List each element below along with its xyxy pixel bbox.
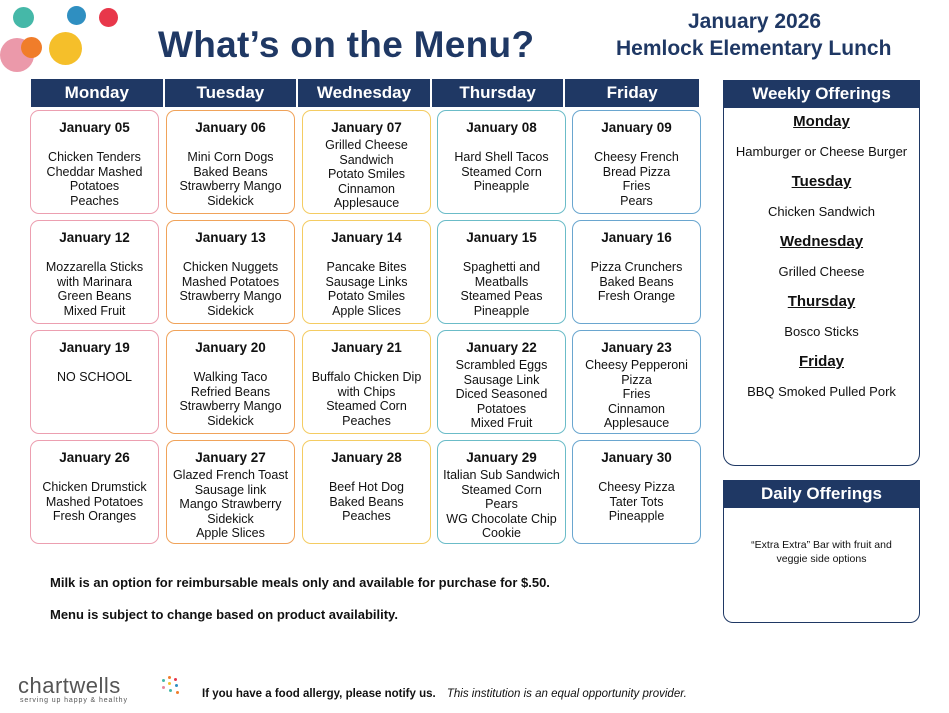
menu-day-date: January 13 [195,230,266,245]
menu-item: Mini Corn Dogs [187,150,274,164]
menu-item: Potato Smiles [327,289,406,303]
menu-item: Beef Hot Dog [328,480,405,494]
menu-day-date: January 06 [195,120,266,135]
menu-item: Buffalo Chicken Dip [311,370,422,384]
menu-item: Strawberry Mango [179,399,282,413]
menu-item: Cheesy Pepperoni [585,358,688,372]
weekly-offerings-title: Weekly Offerings [724,80,919,108]
menu-item: Steamed Corn [461,164,542,179]
menu-day-cell [572,440,701,544]
menu-day-items [461,260,543,318]
weekly-offering-day: Friday [798,353,844,370]
menu-day-cell [572,330,701,434]
menu-day-items [598,480,674,524]
menu-day-cell [437,440,566,544]
menu-item: Fries [622,387,651,401]
daily-offerings-title: Daily Offerings [724,480,919,508]
weekly-offering-item: Hamburger or Cheese Burger [735,144,908,159]
menu-day-date: January 29 [466,450,537,465]
menu-day-items [456,358,548,431]
menu-item: Meatballs [474,274,529,289]
weekly-offering-item: Bosco Sticks [784,324,859,339]
logo-dots-icon [159,676,181,698]
menu-day-cell [166,440,295,544]
menu-day-date: January 15 [466,230,537,245]
menu-item: Baked Beans [329,494,404,509]
decor-dot-teal [13,7,34,28]
weekly-offering-item: Chicken Sandwich [768,204,875,219]
decor-dot-red [99,8,118,27]
weekday-header-wednesday: Wednesday [298,79,432,107]
allergy-notice: If you have a food allergy, please notify us. [202,688,436,700]
menu-item: Peaches [342,509,391,523]
menu-item: Sidekick [207,303,254,318]
menu-day-items [173,468,288,541]
menu-item: Walking Taco [193,370,268,384]
menu-day-date: January 07 [331,120,402,135]
menu-item: Strawberry Mango [179,179,282,193]
menu-item: Potatoes [69,179,120,193]
menu-item: NO SCHOOL [56,370,132,384]
decor-dot-orange [21,37,42,58]
menu-day-cell [302,330,431,434]
menu-day-date: January 09 [601,120,672,135]
menu-item: Diced Seasoned [455,387,548,401]
menu-item: Cinnamon [338,181,395,196]
menu-item: Apple Slices [332,303,401,318]
daily-offerings-text: “Extra Extra” Bar with fruit and veggie side options [751,539,892,565]
menu-item: Mixed Fruit [63,303,126,318]
menu-item: Sausage Links [325,274,408,289]
menu-day-items [46,260,143,318]
menu-day-date: January 19 [59,340,130,355]
menu-item: Fresh Oranges [52,509,137,523]
menu-day-date: January 30 [601,450,672,465]
menu-day-items [325,260,407,318]
weekly-offerings-list [724,113,919,399]
menu-item: Pineapple [608,509,665,523]
decor-dot-yellow [49,32,82,65]
menu-item: Bread Pizza [602,164,671,179]
menu-day-items [594,150,679,208]
menu-item: Pineapple [473,179,530,193]
menu-item: Peaches [70,193,119,208]
menu-item: Hard Shell Tacos [454,150,549,164]
menu-item: Pizza Crunchers [590,260,683,274]
menu-item: Pizza [621,372,652,387]
weekday-header-monday: Monday [31,79,165,107]
menu-day-items [179,150,281,208]
page-title: What’s on the Menu? [158,24,535,65]
menu-item: Pears [485,497,518,511]
menu-day-date: January 21 [331,340,402,355]
menu-day-cell [166,330,295,434]
menu-day-cell [30,220,159,324]
menu-item: Cheesy Pizza [598,480,675,494]
menu-item: Chicken Drumstick [42,480,147,494]
menu-item: Refried Beans [190,384,271,399]
menu-day-cell [30,110,159,214]
menu-item: Pears [620,193,653,208]
menu-item: Mashed Potatoes [45,494,144,509]
menu-item: Applesauce [333,196,400,210]
menu-day-date: January 14 [331,230,402,245]
menu-day-items [57,370,132,385]
weekly-offering-day: Monday [793,113,850,130]
menu-day-date: January 27 [195,450,266,465]
menu-item: Mango Strawberry [179,497,282,511]
weekday-header-friday: Friday [565,79,699,107]
menu-day-cell [166,110,295,214]
menu-item: Pineapple [473,303,530,318]
menu-day-items [179,260,281,318]
milk-note: Milk is an option for reimbursable meals only and available for purchase for $.50. [50,575,550,590]
menu-item: Sidekick [207,511,254,526]
menu-day-items [325,138,408,211]
menu-item: Grilled Cheese [325,138,408,152]
menu-item: Potatoes [476,401,527,416]
menu-day-items [585,358,688,431]
menu-day-items [312,370,422,428]
decor-dot-blue [67,6,86,25]
menu-month: January 2026 [688,10,822,33]
menu-item: Mashed Potatoes [181,274,280,289]
menu-item: with Chips [337,384,396,399]
menu-item: Baked Beans [599,274,674,289]
chartwells-logo [18,674,183,708]
equal-opportunity-notice: This institution is an equal opportunity provider. [446,688,687,700]
menu-item: Chicken Tenders [48,150,141,164]
menu-day-items [47,150,143,208]
menu-item: Cinnamon [608,401,665,416]
daily-offerings-panel [723,480,920,623]
menu-item: Sidekick [207,413,254,428]
menu-item: Fries [622,179,651,193]
school-name: Hemlock Elementary Lunch [616,37,892,60]
menu-item: with Marinara [56,274,133,289]
menu-item: Strawberry Mango [179,289,282,303]
menu-day-cell [30,330,159,434]
menu-day-date: January 12 [59,230,130,245]
menu-item: Sidekick [207,193,254,208]
menu-day-items [443,468,560,541]
menu-day-cell [437,220,566,324]
menu-item: Cheddar Mashed [46,164,143,179]
menu-day-cell [166,220,295,324]
footer-line [202,688,687,700]
menu-item: Italian Sub Sandwich [443,468,560,482]
menu-day-cell [437,330,566,434]
menu-item: Peaches [342,413,391,428]
menu-item: Potato Smiles [327,167,406,181]
menu-item: Steamed Corn [326,399,407,413]
menu-item: Pancake Bites [326,260,407,274]
weekday-header-tuesday: Tuesday [165,79,299,107]
menu-day-items [454,150,548,194]
menu-day-cell [572,220,701,324]
weekly-offering-item: Grilled Cheese [778,264,865,279]
menu-day-cell [30,440,159,544]
menu-item: Baked Beans [193,164,268,179]
menu-item: Steamed Peas [460,289,543,303]
menu-item: Sausage link [194,482,267,497]
menu-item: WG Chocolate Chip [446,511,557,526]
menu-item: Spaghetti and [462,260,541,274]
menu-day-cell [302,440,431,544]
menu-day-date: January 22 [466,340,537,355]
menu-day-date: January 08 [466,120,537,135]
menu-item: Apple Slices [196,526,265,540]
menu-day-items [329,480,404,524]
menu-day-cell [437,110,566,214]
menu-item: Mozzarella Sticks [45,260,144,274]
menu-day-items [591,260,683,304]
weekly-offering-day: Thursday [787,293,856,310]
logo-tagline: serving up happy & healthy [20,697,128,704]
menu-item: Applesauce [603,416,670,430]
menu-day-date: January 20 [195,340,266,355]
weekly-offering-day: Wednesday [779,233,864,250]
menu-item: Mixed Fruit [470,416,533,430]
menu-day-cell [302,220,431,324]
menu-day-date: January 26 [59,450,130,465]
menu-item: Green Beans [57,289,132,303]
logo-wordmark: chartwells [18,673,121,698]
weekly-offering-day: Tuesday [791,173,852,190]
weekly-offering-item: BBQ Smoked Pulled Pork [747,384,896,399]
menu-item: Chicken Nuggets [182,260,279,274]
menu-item: Cheesy French [594,150,679,164]
menu-day-date: January 23 [601,340,672,355]
menu-item: Glazed French Toast [172,468,289,482]
menu-day-items [42,480,146,524]
menu-item: Scrambled Eggs [455,358,548,372]
menu-item: Cookie [482,526,521,540]
weekday-header-thursday: Thursday [432,79,566,107]
menu-calendar-grid [29,110,704,546]
menu-item: Tater Tots [609,494,664,509]
menu-day-items [179,370,281,428]
menu-day-date: January 28 [331,450,402,465]
menu-day-cell [302,110,431,214]
menu-item: Steamed Corn [461,482,542,497]
weekday-header-row [31,79,699,107]
menu-item: Fresh Orange [597,289,676,303]
menu-change-note: Menu is subject to change based on product availability. [50,607,398,622]
menu-day-date: January 05 [59,120,130,135]
menu-day-date: January 16 [601,230,672,245]
menu-day-cell [572,110,701,214]
menu-item: Sausage Link [463,372,540,387]
menu-item: Sandwich [339,152,394,167]
weekly-offerings-panel [723,80,920,466]
